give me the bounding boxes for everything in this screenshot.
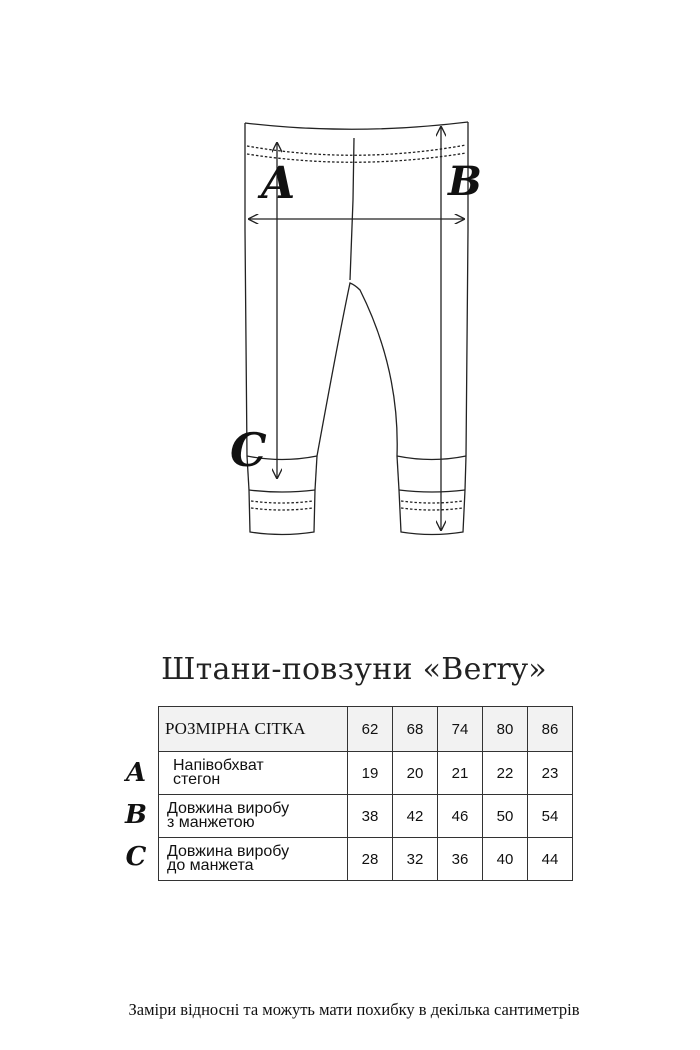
table-cell: 20 [393,752,438,795]
size-table [158,706,573,881]
table-cell: 42 [393,795,438,838]
label-c: C [230,423,267,477]
row-letter-c: C [125,842,147,872]
row-label-line1: Довжина виробу [167,800,290,817]
size-header: 68 [393,707,438,752]
size-header: 62 [348,707,393,752]
row-label [159,795,348,838]
table-cell: 54 [528,795,573,838]
row-label [159,752,348,795]
table-cell: 40 [483,838,528,881]
label-b: B [448,158,482,205]
row-label-line1: Довжина виробу [167,843,290,860]
table-cell: 44 [528,838,573,881]
table-cell: 32 [393,838,438,881]
label-a: A [261,158,296,209]
size-header: 80 [483,707,528,752]
row-label [159,838,348,881]
table-row [159,795,573,838]
size-header: 86 [528,707,573,752]
table-row [159,838,573,881]
table-cell: 19 [348,752,393,795]
table-header-row [159,707,573,752]
table-cell: 22 [483,752,528,795]
row-label-line1: Напівобхват [173,757,264,774]
size-header: 74 [438,707,483,752]
table-cell: 46 [438,795,483,838]
table-cell: 50 [483,795,528,838]
table-cell: 38 [348,795,393,838]
table-cell: 36 [438,838,483,881]
row-label-line2: з манжетою [167,814,255,831]
row-label-line2: стегон [173,771,221,788]
table-cell: 28 [348,838,393,881]
row-letter-b: B [125,800,147,830]
table-row [159,752,573,795]
table-cell: 21 [438,752,483,795]
row-label-line2: до манжета [167,857,254,874]
footnote: Заміри відносні та можуть мати похибку в декілька сантиметрів [128,1000,580,1019]
table-cell: 23 [528,752,573,795]
product-title: Штани-повзуни «Berry» [161,652,547,687]
row-letter-a: A [125,758,147,788]
table-header-label: РОЗМІРНА СІТКА [159,707,348,752]
